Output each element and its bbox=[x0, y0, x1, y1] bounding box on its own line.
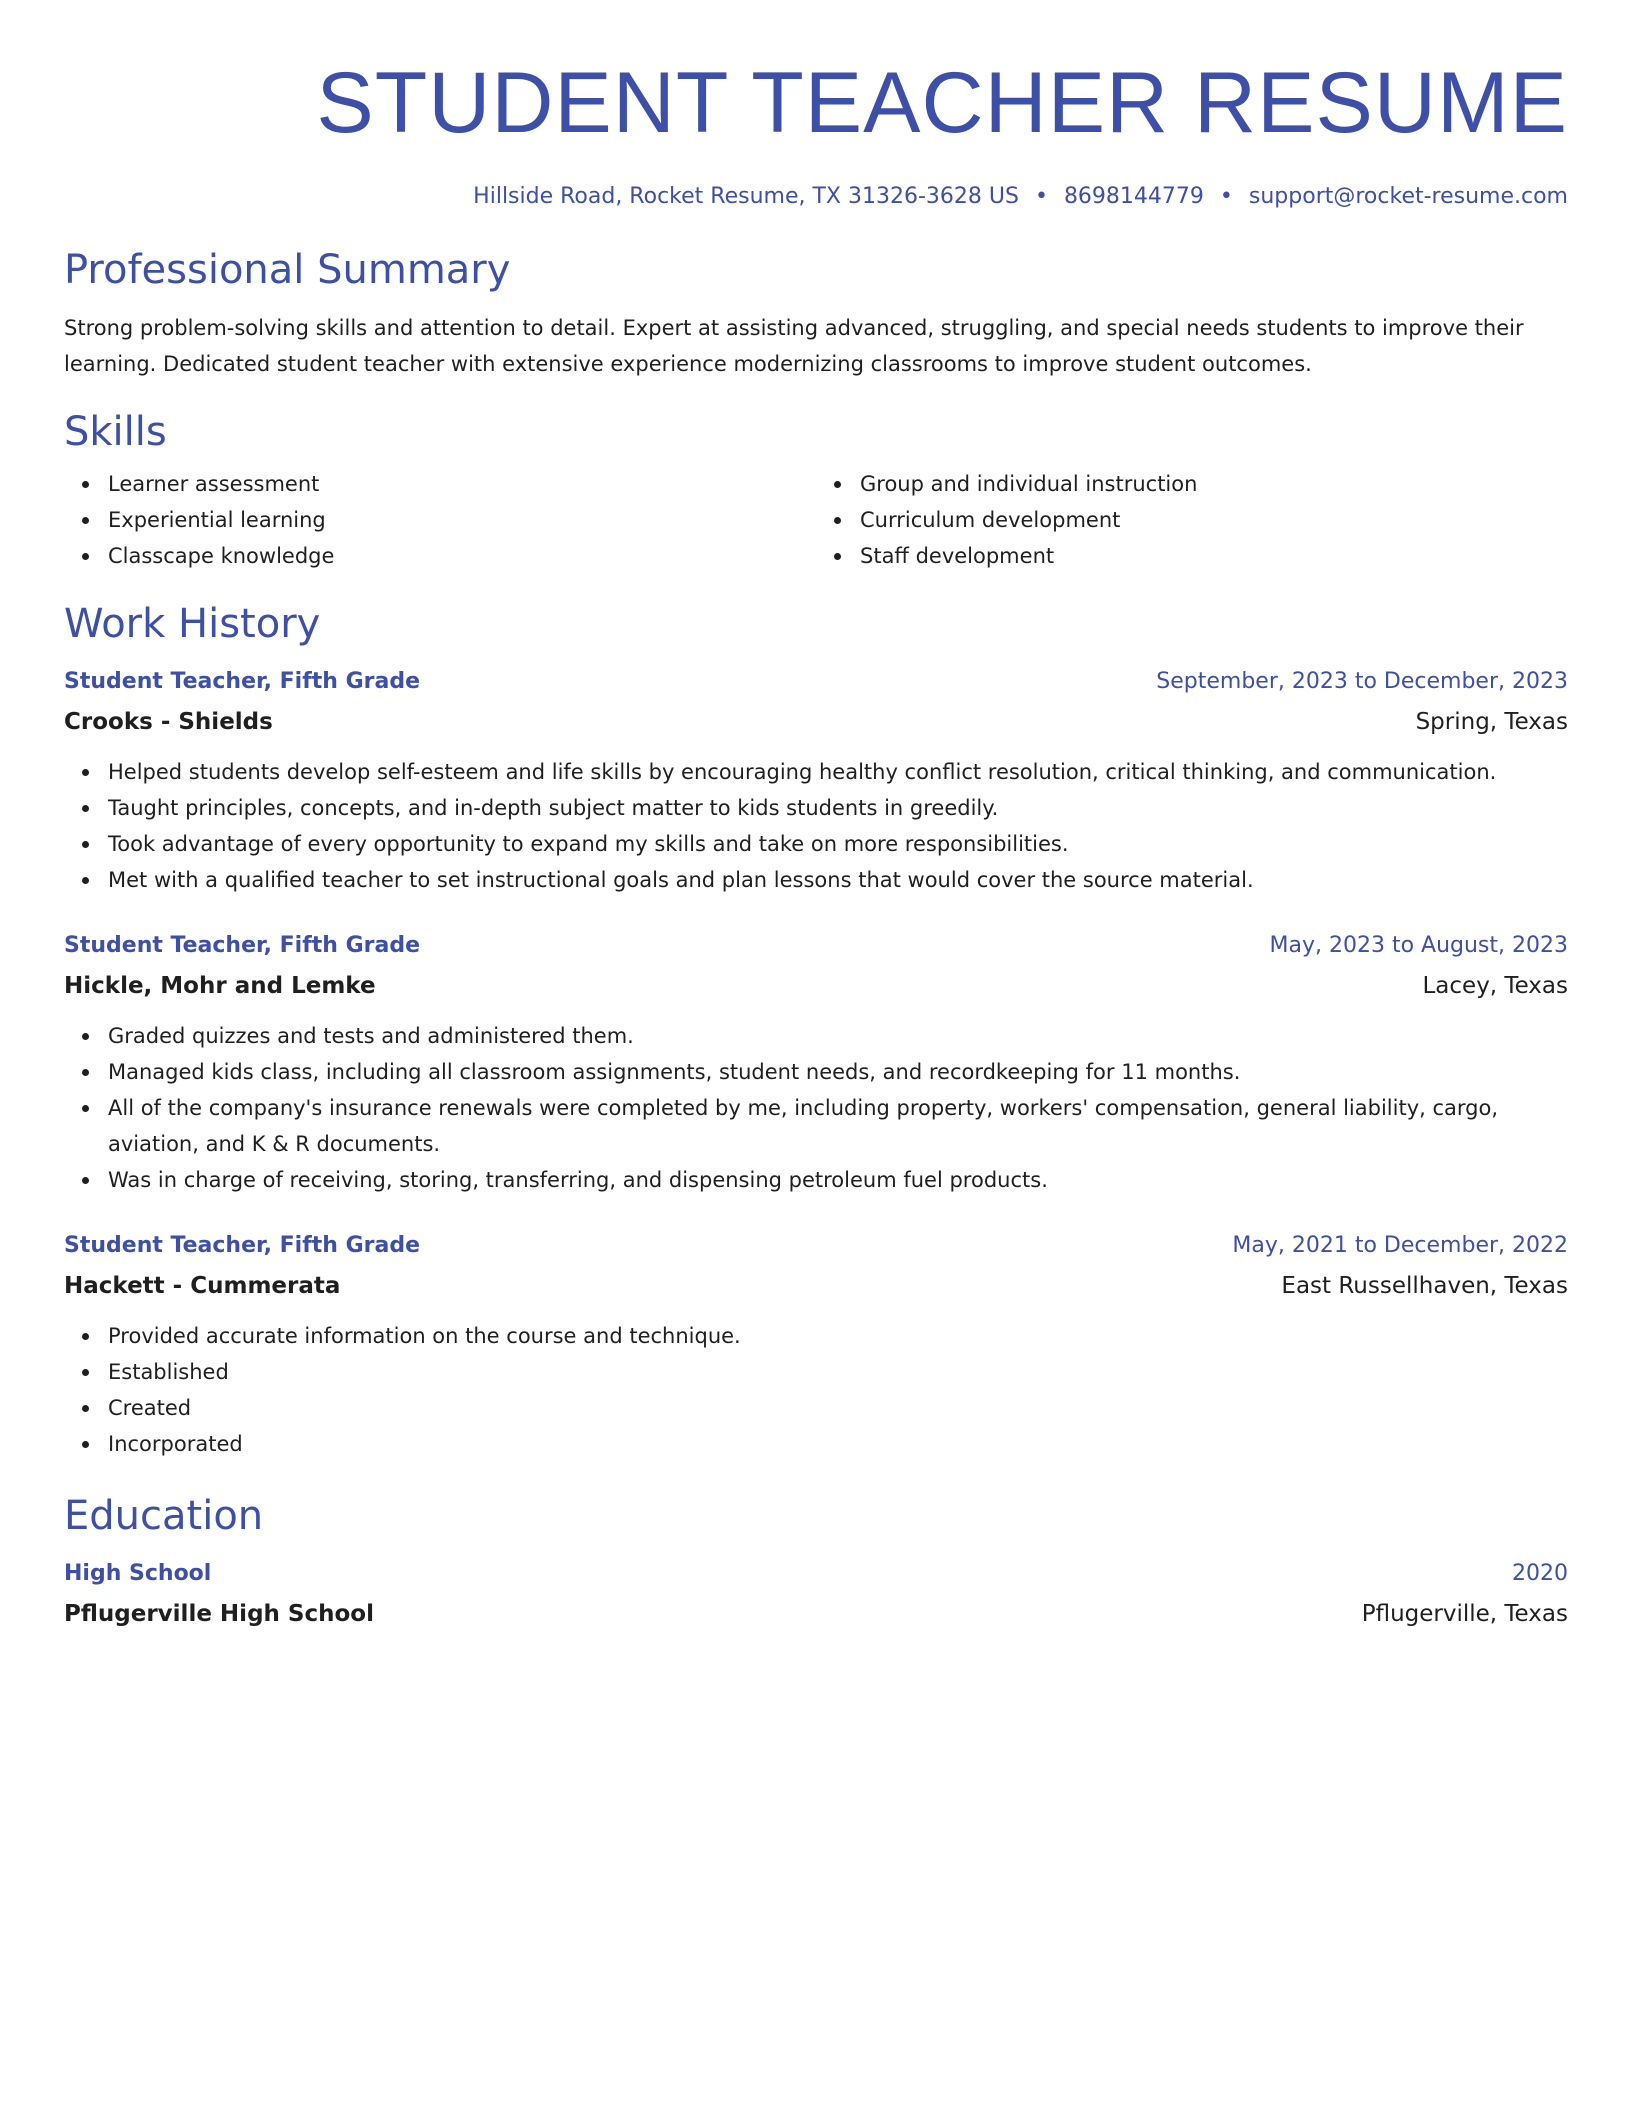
skill-item: Staff development bbox=[860, 538, 1568, 574]
job-bullet: Met with a qualified teacher to set instructional goals and plan lessons that would cover the source material. bbox=[108, 862, 1568, 898]
job-bullet: Helped students develop self-esteem and life skills by encouraging healthy conflict resolution, critical thinking, and communication. bbox=[108, 754, 1568, 790]
job-bullet: Was in charge of receiving, storing, transferring, and dispensing petroleum fuel products. bbox=[108, 1162, 1568, 1198]
job-bullet: Graded quizzes and tests and administered them. bbox=[108, 1018, 1568, 1054]
summary-text: Strong problem-solving skills and attention to detail. Expert at assisting advanced, struggling, and special needs students to improve their learning. Dedicated student teacher with extensive experience modernizing classrooms to improve student outcomes. bbox=[64, 316, 1524, 376]
skills-heading: Skills bbox=[64, 409, 167, 455]
skill-item: Learner assessment bbox=[108, 466, 816, 502]
job-dates: May, 2023 to August, 2023 bbox=[1269, 933, 1568, 958]
education-school: Pflugerville High School bbox=[64, 1601, 374, 1627]
contact-line bbox=[64, 182, 1568, 212]
resume-title: STUDENT TEACHER RESUME bbox=[316, 55, 1568, 151]
job-bullet: Created bbox=[108, 1390, 1568, 1426]
education-location: Pflugerville, Texas bbox=[1361, 1601, 1568, 1627]
education-degree: High School bbox=[64, 1561, 212, 1586]
job-entry bbox=[64, 926, 1568, 1198]
contact-address: Hillside Road, Rocket Resume, TX 31326-3628 US bbox=[473, 184, 1019, 209]
skills-right-column bbox=[816, 466, 1568, 574]
skills-columns bbox=[64, 466, 1568, 574]
job-title: Student Teacher, Fifth Grade bbox=[64, 933, 421, 958]
job-entry bbox=[64, 662, 1568, 898]
skill-item: Group and individual instruction bbox=[860, 466, 1568, 502]
summary-heading: Professional Summary bbox=[64, 247, 511, 293]
job-title: Student Teacher, Fifth Grade bbox=[64, 1233, 421, 1258]
skills-section bbox=[64, 408, 1568, 574]
job-location: East Russellhaven, Texas bbox=[1281, 1273, 1568, 1299]
contact-email[interactable]: support@rocket-resume.com bbox=[1248, 184, 1568, 209]
contact-phone: 8698144779 bbox=[1063, 184, 1204, 209]
skills-left-column bbox=[64, 466, 816, 574]
job-company: Crooks - Shields bbox=[64, 709, 273, 735]
education-entry bbox=[64, 1554, 1568, 1634]
job-location: Spring, Texas bbox=[1415, 709, 1568, 735]
job-entry bbox=[64, 1226, 1568, 1462]
work-history-section bbox=[64, 600, 1568, 1462]
job-bullet: Taught principles, concepts, and in-depth subject matter to kids students in greedily. bbox=[108, 790, 1568, 826]
job-bullet: Took advantage of every opportunity to expand my skills and take on more responsibilities. bbox=[108, 826, 1568, 862]
job-dates: September, 2023 to December, 2023 bbox=[1156, 669, 1568, 694]
contact-separator: • bbox=[1219, 184, 1233, 209]
work-history-heading: Work History bbox=[64, 601, 321, 647]
job-location: Lacey, Texas bbox=[1422, 973, 1568, 999]
skill-item: Classcape knowledge bbox=[108, 538, 816, 574]
job-bullet: All of the company's insurance renewals were completed by me, including property, workers' compensation, general liability, cargo, aviation, and K & R documents. bbox=[108, 1090, 1568, 1162]
skill-item: Experiential learning bbox=[108, 502, 816, 538]
job-company: Hackett - Cummerata bbox=[64, 1273, 341, 1299]
job-bullet: Provided accurate information on the course and technique. bbox=[108, 1318, 1568, 1354]
summary-section bbox=[64, 246, 1568, 382]
job-title: Student Teacher, Fifth Grade bbox=[64, 669, 421, 694]
education-section bbox=[64, 1492, 1568, 1634]
contact-separator: • bbox=[1034, 184, 1048, 209]
job-dates: May, 2021 to December, 2022 bbox=[1232, 1233, 1568, 1258]
job-bullet: Incorporated bbox=[108, 1426, 1568, 1462]
education-heading: Education bbox=[64, 1493, 264, 1539]
education-year: 2020 bbox=[1512, 1561, 1568, 1586]
job-bullet: Managed kids class, including all classroom assignments, student needs, and recordkeeping for 11 months. bbox=[108, 1054, 1568, 1090]
job-company: Hickle, Mohr and Lemke bbox=[64, 973, 376, 999]
job-bullet: Established bbox=[108, 1354, 1568, 1390]
skill-item: Curriculum development bbox=[860, 502, 1568, 538]
